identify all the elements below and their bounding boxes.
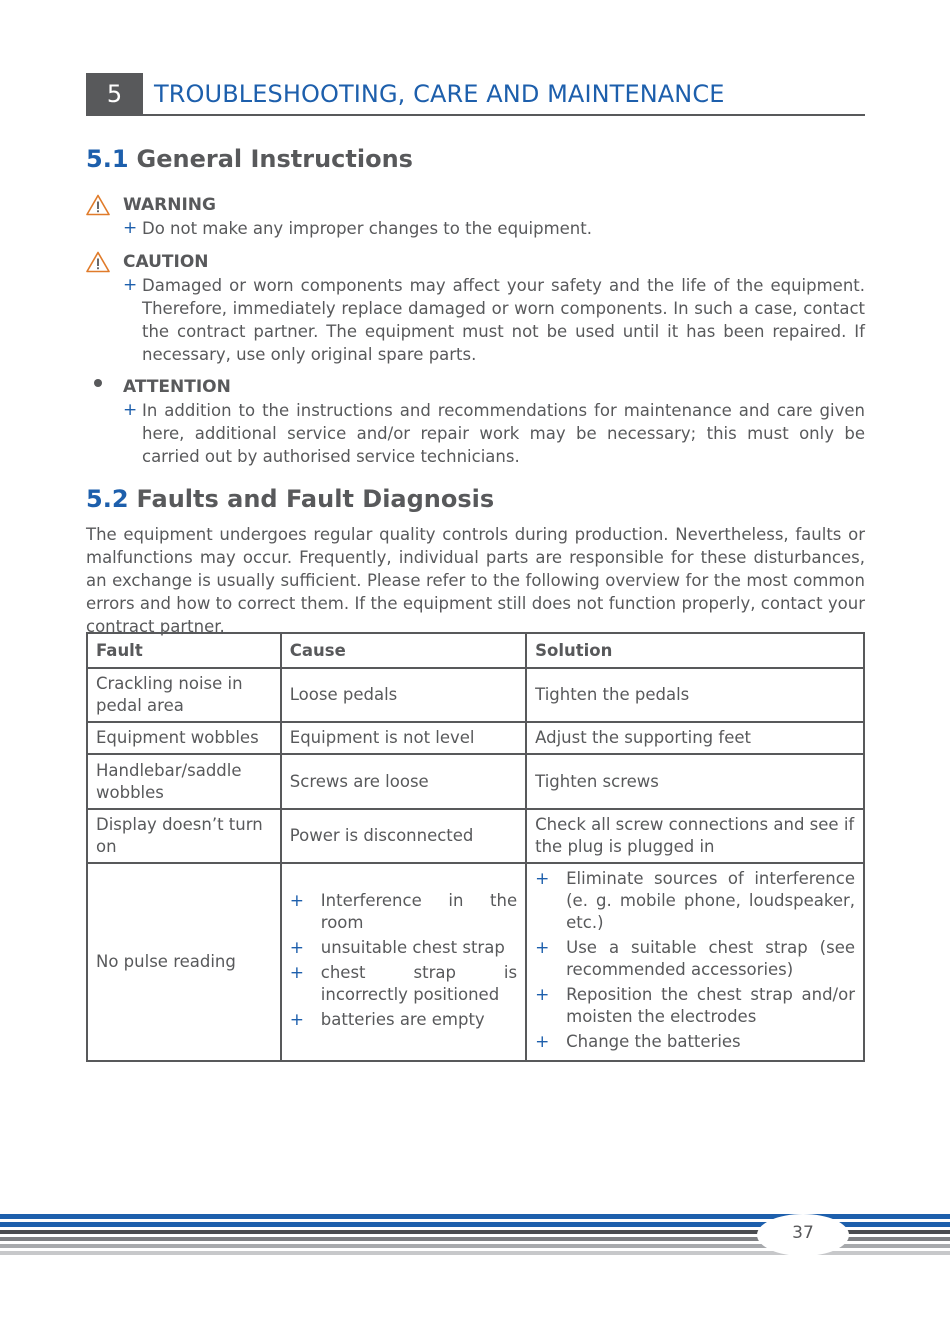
- cause-cell: Screws are loose: [281, 754, 526, 809]
- warning-icon: [86, 194, 110, 216]
- notice-item: [123, 217, 865, 240]
- section-title: Faults and Fault Diagnosis: [136, 485, 495, 513]
- list-item-text: unsuitable chest strap: [320, 938, 505, 957]
- list-item: [290, 937, 517, 959]
- fault-cell: Equipment wobbles: [87, 722, 281, 754]
- section-number: 5.1: [86, 145, 129, 173]
- plus-bullet-icon: +: [289, 891, 305, 911]
- fault-cell: Crackling noise in pedal area: [87, 668, 281, 722]
- cause-list: [290, 890, 517, 1031]
- notice-heading: WARNING: [123, 195, 216, 215]
- list-item: [535, 1031, 855, 1053]
- table-row: [87, 863, 864, 1061]
- fault-cell: Display doesn’t turn on: [87, 809, 281, 863]
- list-item-text: chest strap is incorrectly positioned: [320, 963, 518, 1004]
- chapter-header: [86, 73, 865, 116]
- section-heading-general-instructions: [86, 145, 413, 173]
- page-number: 37: [792, 1223, 814, 1243]
- solution-cell: Tighten screws: [526, 754, 864, 809]
- list-item: [290, 1009, 517, 1031]
- fault-cell: No pulse reading: [87, 863, 281, 1061]
- plus-bullet-icon: +: [289, 938, 305, 958]
- plus-bullet-icon: +: [123, 275, 138, 295]
- plus-bullet-icon: +: [289, 1010, 305, 1030]
- list-item-text: Use a suitable chest strap (see recommended accessories): [566, 938, 855, 979]
- list-item: [535, 984, 855, 1028]
- notice-item: [123, 274, 865, 366]
- table-row: [87, 809, 864, 863]
- plus-bullet-icon: +: [123, 218, 138, 238]
- fault-table: [86, 632, 865, 1062]
- solution-cell: Check all screw connections and see if the plug is plugged in: [526, 809, 864, 863]
- intro-paragraph: The equipment undergoes regular quality controls during production. Nevertheless, faults or malfunctions may occur. Frequently, individual parts are responsible for these disturbances, an exchange is usually sufficient. Please refer to the following overview for the most common errors and how to correct them. If the equipment still does not function properly, contact your contract partner.: [86, 525, 865, 636]
- table-row: [87, 754, 864, 809]
- plus-bullet-icon: +: [535, 938, 550, 958]
- notice-text: Do not make any improper changes to the equipment.: [142, 219, 592, 238]
- list-item: [535, 868, 855, 934]
- fault-cell: Handlebar/saddle wobbles: [87, 754, 281, 809]
- cause-cell: Loose pedals: [281, 668, 526, 722]
- list-item: [535, 937, 855, 981]
- column-header-solution: Solution: [526, 633, 864, 668]
- section-heading-fault-diagnosis: [86, 485, 494, 513]
- section-title: General Instructions: [136, 145, 413, 173]
- table-row: [87, 668, 864, 722]
- cause-cell: Equipment is not level: [281, 722, 526, 754]
- list-item: [290, 962, 517, 1006]
- chapter-title: TROUBLESHOOTING, CARE AND MAINTENANCE: [154, 80, 725, 108]
- notice-text: In addition to the instructions and recommendations for maintenance and care given here, additional service and/or repair work may be necessary; this must only be carried out by authorised service technicians.: [142, 401, 865, 466]
- notice-item: [123, 399, 865, 468]
- notice-text: Damaged or worn components may affect your safety and the life of the equipment. Therefore, immediately replace damaged or worn components. In such a case, contact the contract partner. The equipment must not be used until it has been repaired. If necessary, use only original spare parts.: [142, 276, 865, 364]
- notice-heading: CAUTION: [123, 252, 209, 272]
- column-header-cause: Cause: [281, 633, 526, 668]
- list-item: [290, 890, 517, 934]
- column-header-fault: Fault: [87, 633, 281, 668]
- plus-bullet-icon: +: [535, 1032, 550, 1052]
- list-item-text: Reposition the chest strap and/or moisten the electrodes: [566, 985, 855, 1026]
- cause-cell: Power is disconnected: [281, 809, 526, 863]
- plus-bullet-icon: +: [289, 963, 305, 983]
- section-number: 5.2: [86, 485, 129, 513]
- plus-bullet-icon: +: [535, 869, 550, 889]
- solution-list: [535, 868, 855, 1053]
- table-header-row: [87, 633, 864, 668]
- solution-cell: Adjust the supporting feet: [526, 722, 864, 754]
- warning-icon: [86, 251, 110, 273]
- plus-bullet-icon: +: [535, 985, 550, 1005]
- solution-cell: [526, 863, 864, 1061]
- solution-cell: Tighten the pedals: [526, 668, 864, 722]
- notice-heading: ATTENTION: [123, 377, 231, 397]
- list-item-text: Interference in the room: [320, 891, 518, 932]
- chapter-number: 5: [86, 73, 143, 116]
- list-item-text: Eliminate sources of interference (e. g. mobile phone, loudspeaker, etc.): [566, 869, 855, 932]
- page-footer: [0, 1212, 950, 1258]
- list-item-text: Change the batteries: [566, 1032, 741, 1051]
- list-item-text: batteries are empty: [320, 1010, 485, 1029]
- cause-cell: [281, 863, 526, 1061]
- bullet-icon: [94, 379, 102, 387]
- plus-bullet-icon: +: [123, 400, 138, 420]
- table-row: [87, 722, 864, 754]
